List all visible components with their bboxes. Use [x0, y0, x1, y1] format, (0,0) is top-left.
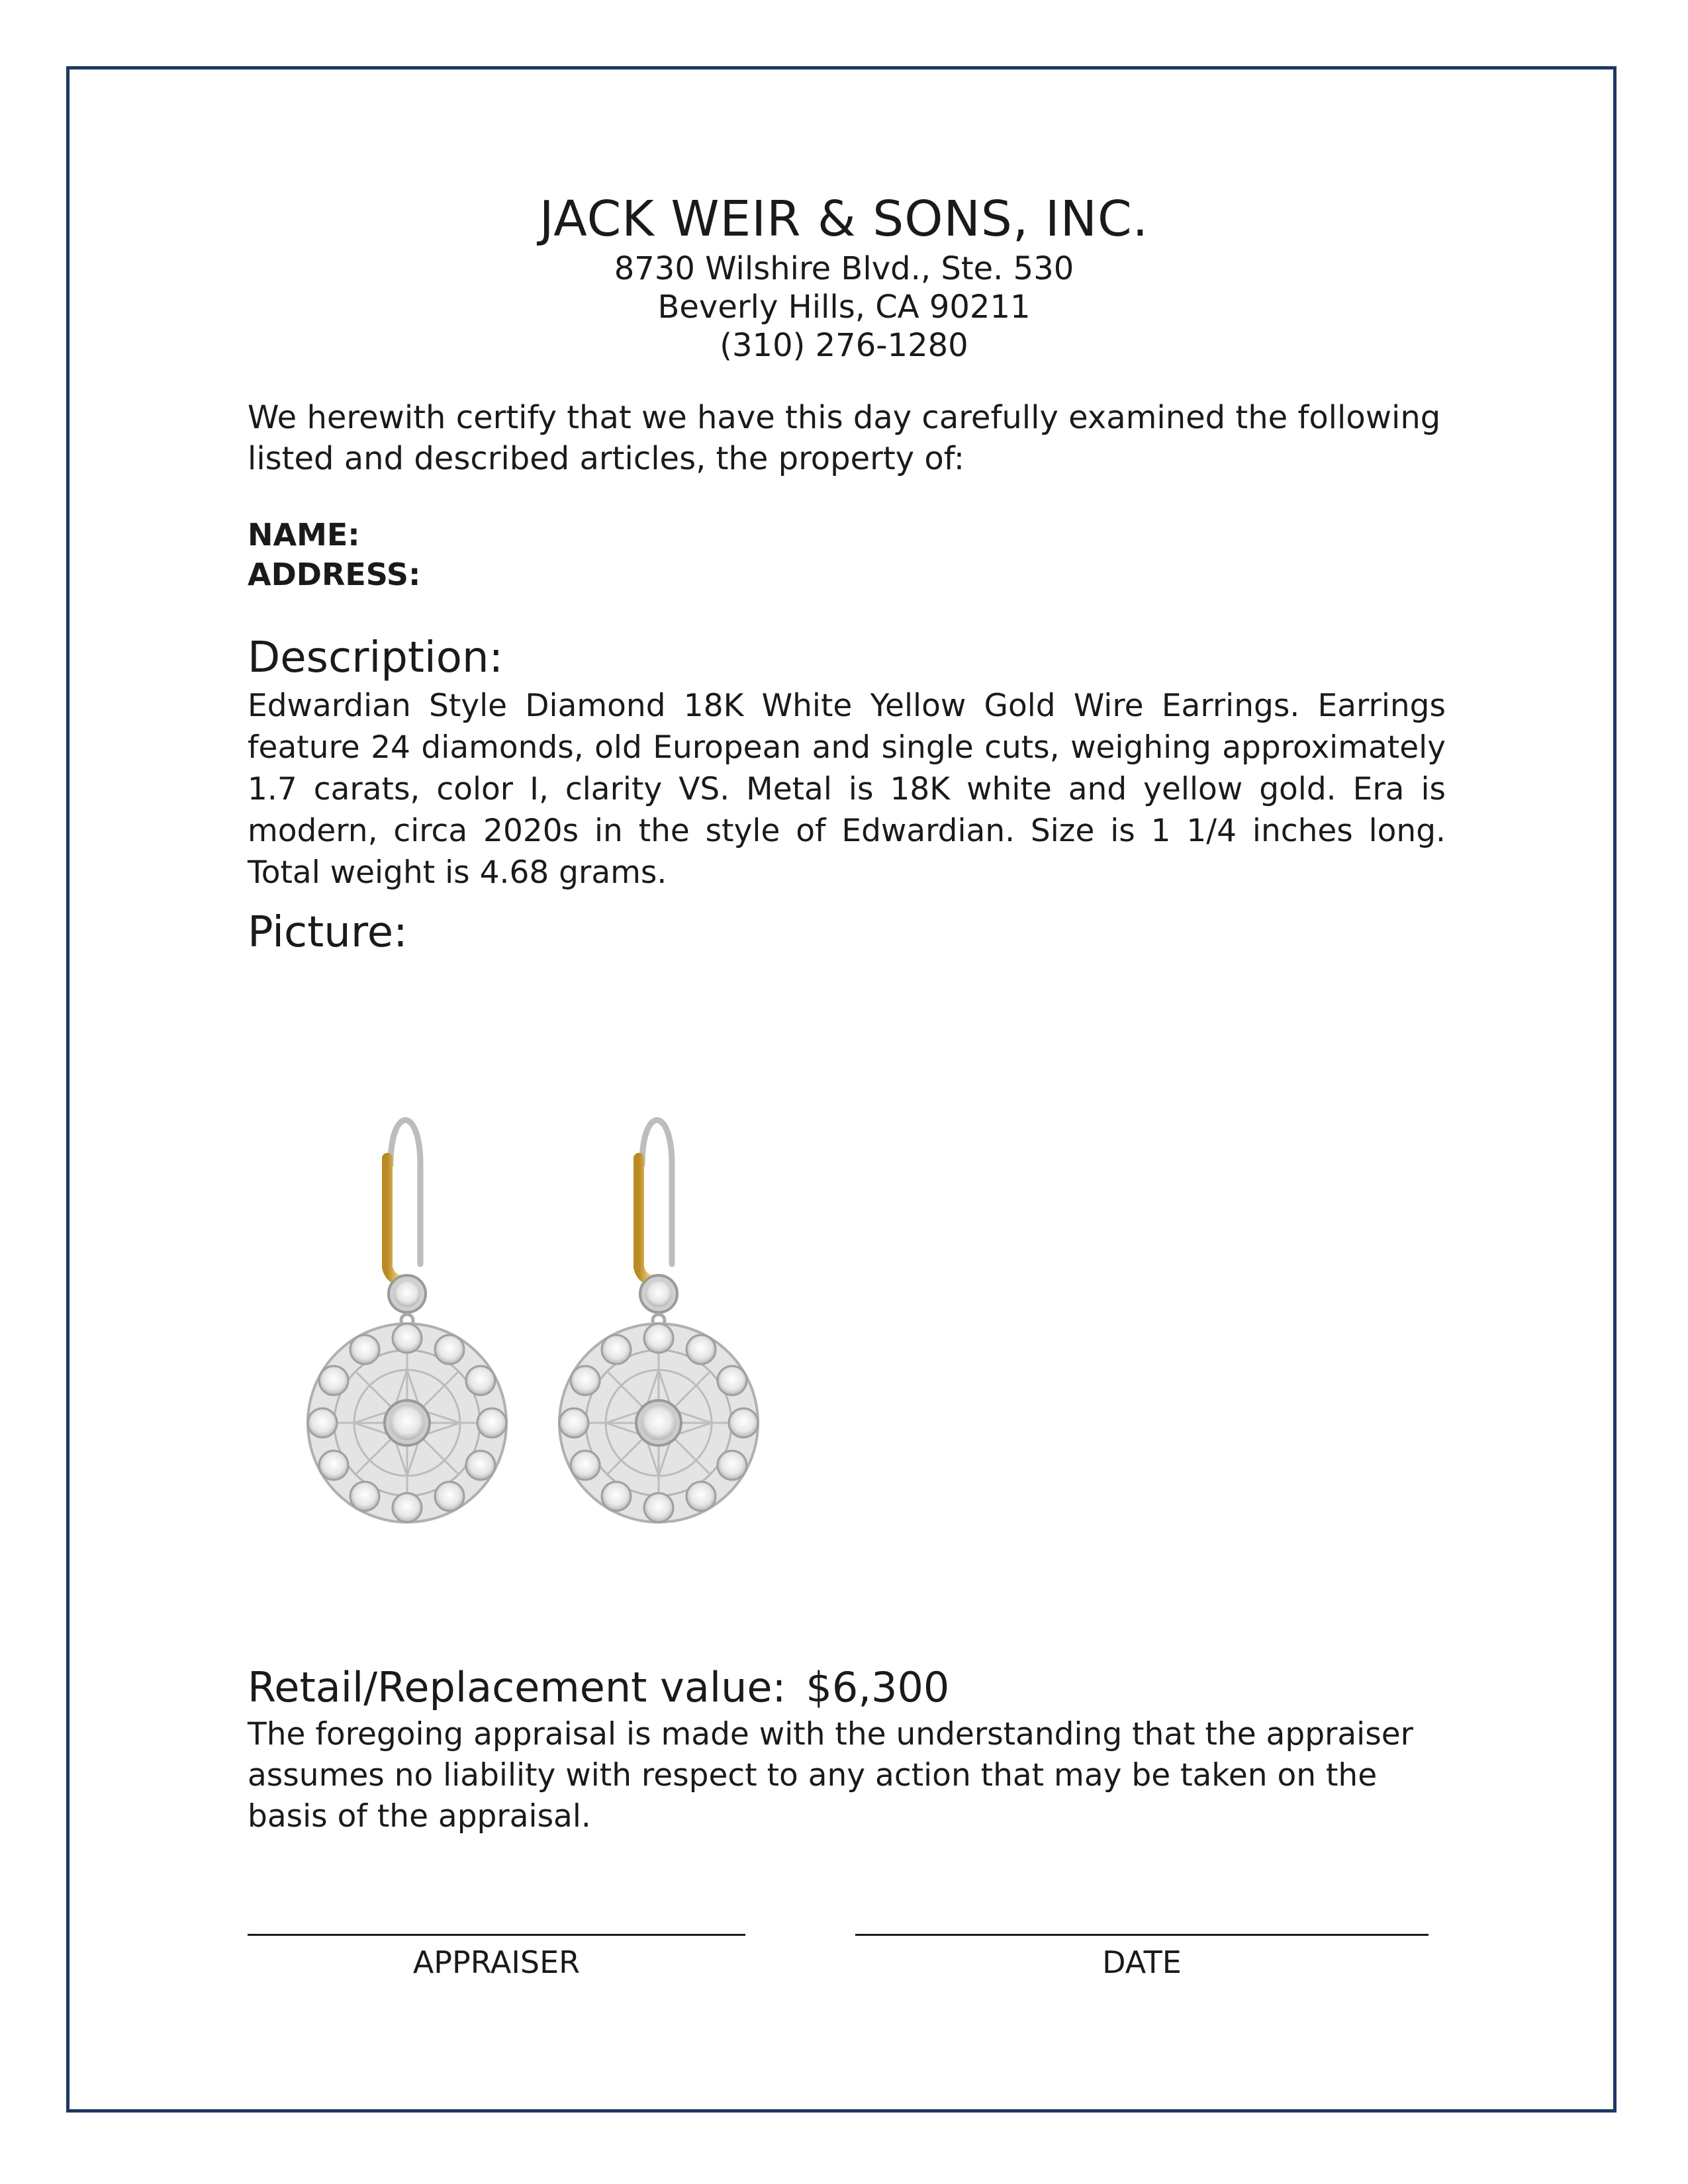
- halo-diamond-icon: [319, 1451, 348, 1480]
- halo-diamond-icon: [435, 1482, 464, 1511]
- company-phone: (310) 276-1280: [720, 327, 968, 364]
- certify-statement: We herewith certify that we have this day carefully examined the following listed and described articles, the property of:: [248, 399, 1441, 477]
- halo-diamond-icon: [477, 1408, 506, 1437]
- halo-diamond-icon: [686, 1335, 716, 1364]
- halo-diamond-icon: [602, 1482, 631, 1511]
- address-label: ADDRESS:: [248, 557, 421, 592]
- halo-diamond-icon: [644, 1324, 673, 1353]
- earrings-photo: [291, 1092, 794, 1555]
- halo-diamond-icon: [644, 1493, 673, 1522]
- description-heading: Description:: [248, 633, 504, 682]
- halo-diamond-icon: [686, 1482, 716, 1511]
- halo-diamond-icon: [466, 1451, 495, 1480]
- halo-diamond-icon: [729, 1408, 758, 1437]
- halo-diamond-icon: [571, 1366, 600, 1395]
- halo-diamond-icon: [602, 1335, 631, 1364]
- halo-diamond-icon: [350, 1335, 379, 1364]
- company-name: JACK WEIR & SONS, INC.: [539, 191, 1149, 248]
- halo-diamond-icon: [393, 1493, 422, 1522]
- halo-diamond-icon: [718, 1366, 747, 1395]
- halo-diamond-icon: [718, 1451, 747, 1480]
- appraiser-signature-line[interactable]: [248, 1934, 745, 1936]
- date-signature-line[interactable]: [855, 1934, 1429, 1936]
- value-line: [248, 1661, 1446, 1714]
- halo-diamond-icon: [466, 1366, 495, 1395]
- appraiser-label: APPRAISER: [412, 1944, 581, 1980]
- date-label: DATE: [1102, 1944, 1182, 1980]
- halo-diamond-icon: [319, 1366, 348, 1395]
- halo-diamond-icon: [559, 1408, 588, 1437]
- company-address-line2: Beverly Hills, CA 90211: [657, 289, 1031, 326]
- company-header: [0, 189, 1688, 365]
- owner-fields: [248, 515, 1446, 594]
- halo-diamond-icon: [571, 1451, 600, 1480]
- value-label: Retail/Replacement value:: [248, 1663, 786, 1711]
- picture-heading: Picture:: [248, 908, 408, 957]
- halo-diamond-icon: [308, 1408, 337, 1437]
- halo-diamond-icon: [393, 1324, 422, 1353]
- halo-diamond-icon: [435, 1335, 464, 1364]
- value-amount: $6,300: [806, 1663, 950, 1711]
- company-address-line1: 8730 Wilshire Blvd., Ste. 530: [614, 250, 1074, 287]
- description-text: Edwardian Style Diamond 18K White Yellow Gold Wire Earrings. Earrings feature 24 diamonds, old European and single cuts, weighing approximately 1.7 carats, color I, clarity VS. Metal is 18K white and yellow gold. Era is modern, circa 2020s in the style of Edwardian. Size is 1 1/4 inches long. Total weight is 4.68 grams.: [248, 688, 1446, 891]
- halo-diamond-icon: [350, 1482, 379, 1511]
- disclaimer-text: The foregoing appraisal is made with the understanding that the appraiser assumes no liability with respect to any action that may be taken on the basis of the appraisal.: [248, 1716, 1413, 1835]
- name-label: NAME:: [248, 517, 360, 553]
